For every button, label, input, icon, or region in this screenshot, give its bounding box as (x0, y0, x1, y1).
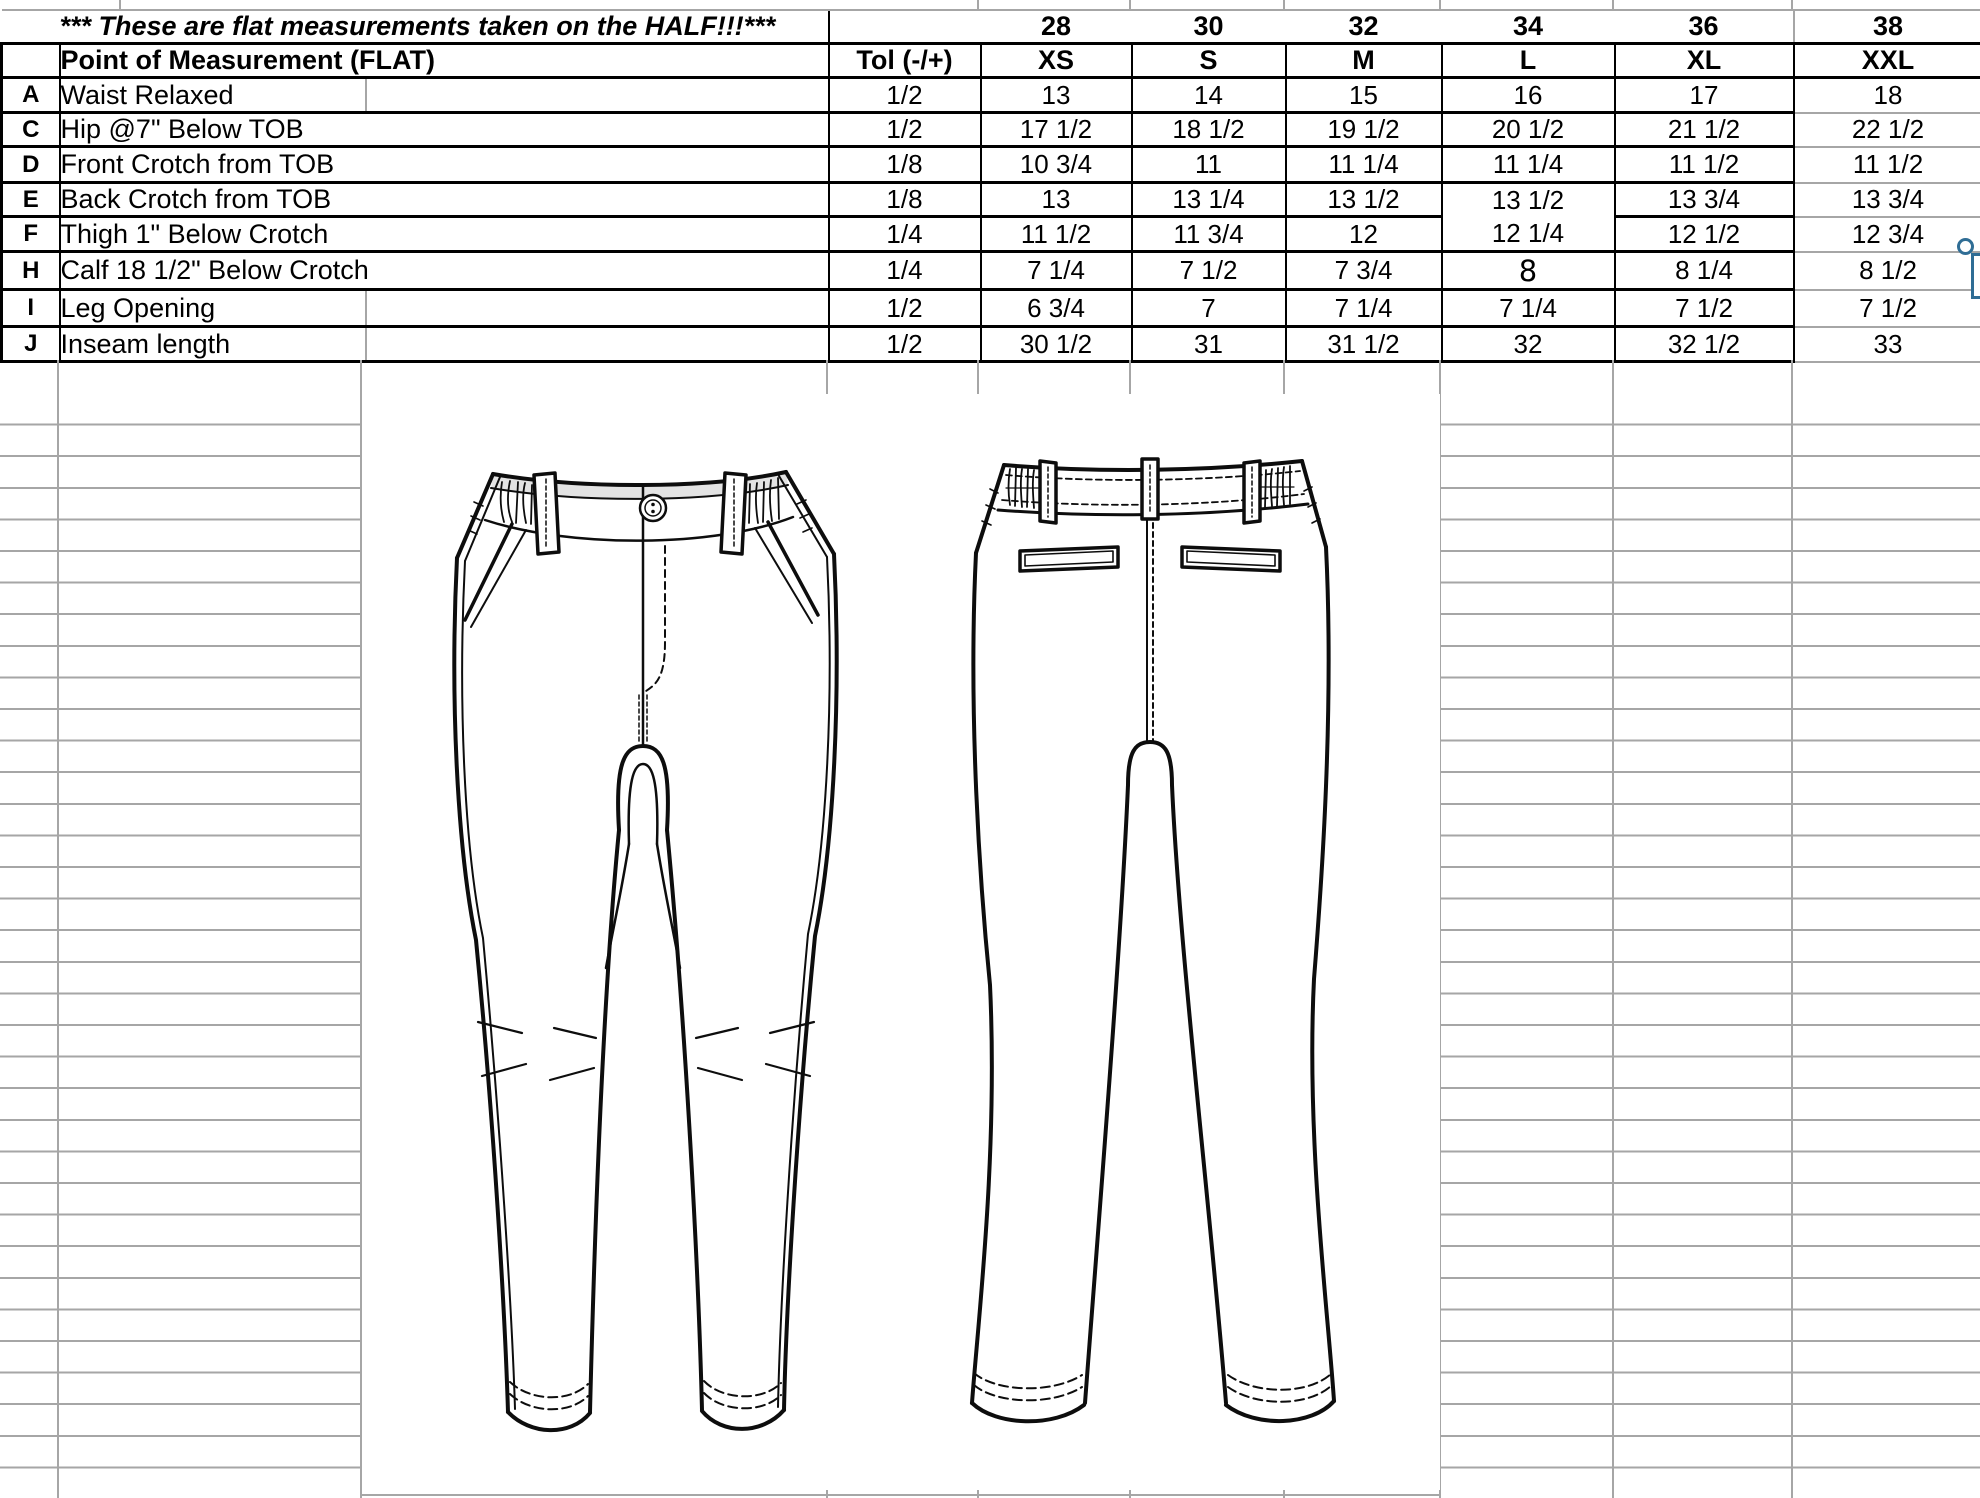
gridline-tick (826, 1490, 828, 1498)
partial-top-row (2, 0, 1980, 10)
empty-cells-region-left[interactable] (0, 394, 362, 1498)
pom-label[interactable]: Waist Relaxed (60, 78, 829, 113)
column-gridline (1612, 394, 1614, 1498)
crotch-gusset-outer (618, 746, 668, 830)
size-value[interactable]: 7 1/4 (1286, 290, 1442, 327)
size-value[interactable]: 11 (1132, 147, 1286, 183)
pom-label[interactable]: Thigh 1" Below Crotch (60, 217, 829, 252)
tol-value[interactable]: 1/4 (829, 217, 981, 252)
size-value[interactable]: 13 3/4 (1794, 183, 1980, 217)
bottom-gridline (362, 1494, 1440, 1496)
row-letter[interactable]: J (2, 327, 60, 362)
pom-header[interactable]: Point of Measurement (FLAT) (60, 44, 829, 78)
size-value[interactable]: 10 3/4 (981, 147, 1132, 183)
outseam-left (972, 553, 992, 1403)
inseam-left (1085, 785, 1128, 1403)
hem-right-stitch (704, 1381, 781, 1408)
pocket-right-opening (768, 522, 818, 615)
note-banner[interactable]: *** These are flat measurements taken on the HALF!!!*** (60, 10, 829, 44)
size-value[interactable]: 8 1/4 (1615, 252, 1794, 290)
size-value[interactable]: 7 1/4 (1442, 290, 1615, 327)
outseam-right-stitch (778, 557, 830, 1407)
inseam-right (667, 830, 702, 1410)
size-value[interactable]: 16 (1442, 78, 1615, 113)
tol-value[interactable]: 1/8 (829, 183, 981, 217)
size-value[interactable]: 32 (1442, 327, 1615, 362)
size-value[interactable]: 11 1/2 (981, 217, 1132, 252)
row-letter[interactable]: F (2, 217, 60, 252)
size-value[interactable]: 15 (1286, 78, 1442, 113)
tol-value[interactable]: 1/4 (829, 252, 981, 290)
gridline-tick (977, 360, 979, 394)
size-number-header[interactable]: 36 (1615, 10, 1794, 44)
size-value[interactable]: 7 1/2 (1794, 290, 1980, 327)
gridline-tick (1283, 0, 1285, 10)
size-value[interactable]: 7 1/2 (1615, 290, 1794, 327)
size-letter-header[interactable]: M (1286, 44, 1442, 78)
size-number-header[interactable]: 30 (1132, 10, 1286, 44)
gridline-tick (977, 0, 979, 10)
pom-label[interactable]: Back Crotch from TOB (60, 183, 829, 217)
tol-value[interactable]: 1/8 (829, 147, 981, 183)
tol-value[interactable]: 1/2 (829, 78, 981, 113)
size-value[interactable]: 14 (1132, 78, 1286, 113)
tol-value[interactable]: 1/2 (829, 327, 981, 362)
pom-label[interactable]: Leg Opening (60, 290, 829, 327)
button-icon (640, 495, 666, 521)
outseam-right (1312, 547, 1334, 1401)
welt-pocket-left (1020, 547, 1118, 571)
size-value[interactable]: 7 1/4 (981, 252, 1132, 290)
size-value[interactable]: 19 1/2 (1286, 113, 1442, 147)
partial-top-cell[interactable] (2, 0, 1980, 10)
row-letter[interactable]: D (2, 147, 60, 183)
size-value[interactable]: 33 (1794, 327, 1980, 362)
row-letter[interactable]: I (2, 290, 60, 327)
crotch-dome (1128, 742, 1172, 785)
size-value[interactable]: 8 1/2 (1794, 252, 1980, 290)
size-value[interactable]: 13 3/4 (1615, 183, 1794, 217)
pom-label[interactable]: Hip @7" Below TOB (60, 113, 829, 147)
size-value[interactable]: 11 1/2 (1794, 147, 1980, 183)
table-row (2, 183, 1980, 217)
size-value[interactable]: 13 (981, 78, 1132, 113)
tol-value[interactable]: 1/2 (829, 113, 981, 147)
pocket-right-stitch (755, 528, 812, 623)
pom-label[interactable]: Front Crotch from TOB (60, 147, 829, 183)
size-value[interactable]: 11 1/4 (1286, 147, 1442, 183)
size-value[interactable]: 13 1/2 (1286, 183, 1442, 217)
hem-right (702, 1410, 784, 1429)
size-number-header[interactable]: 34 (1442, 10, 1615, 44)
cursor-handle-bar-icon[interactable] (1971, 253, 1980, 299)
size-value[interactable]: 18 (1794, 78, 1980, 113)
hem-left-stitch (974, 1373, 1082, 1400)
flat-sketch-panel (362, 394, 1440, 1490)
size-value[interactable]: 7 3/4 (1286, 252, 1442, 290)
gridline-tick (1283, 1490, 1285, 1498)
spec-table (0, 0, 1980, 363)
size-value[interactable]: 13 1/2 (1442, 183, 1615, 217)
elastic-shirring-right (1262, 466, 1294, 507)
size-letter-header[interactable]: S (1132, 44, 1286, 78)
size-value[interactable]: 30 1/2 (981, 327, 1132, 362)
inseam-right (1172, 785, 1226, 1403)
size-value[interactable]: 17 1/2 (981, 113, 1132, 147)
outseam-left-stitch (462, 561, 515, 1409)
elastic-shirring-left (1006, 468, 1038, 508)
size-number-header[interactable]: 28 (981, 10, 1132, 44)
gridline-tick (1791, 0, 1793, 10)
pom-label[interactable]: Inseam length (60, 327, 829, 362)
size-value[interactable]: 12 (1286, 217, 1442, 252)
empty-cell[interactable] (2, 44, 60, 78)
size-value[interactable]: 13 1/4 (1132, 183, 1286, 217)
size-value[interactable]: 12 3/4 (1794, 217, 1980, 252)
table-row (2, 147, 1980, 183)
size-value[interactable]: 22 1/2 (1794, 113, 1980, 147)
size-value[interactable]: 20 1/2 (1442, 113, 1615, 147)
size-letter-header[interactable]: XL (1615, 44, 1794, 78)
size-value[interactable]: 31 (1132, 327, 1286, 362)
size-value[interactable]: 11 1/2 (1615, 147, 1794, 183)
table-row (2, 78, 1980, 113)
tol-value[interactable]: 1/2 (829, 290, 981, 327)
table-row (2, 217, 1980, 252)
empty-cell[interactable] (2, 10, 60, 44)
pants-front-flat-sketch (450, 462, 840, 1447)
crotch-gusset-inner (629, 764, 658, 844)
row-letter[interactable]: A (2, 78, 60, 113)
side-panel-left-inner (465, 477, 500, 561)
size-value[interactable]: 21 1/2 (1615, 113, 1794, 147)
size-value[interactable]: 32 1/2 (1615, 327, 1794, 362)
size-number-row (2, 10, 1980, 44)
side-panel-left (457, 474, 493, 558)
gridline-tick (977, 1490, 979, 1498)
empty-sheet-row[interactable] (0, 360, 1980, 396)
size-value[interactable]: 17 (1615, 78, 1794, 113)
empty-cells-region-right[interactable] (1440, 394, 1980, 1498)
row-letter[interactable]: H (2, 252, 60, 290)
pants-back-flat-sketch (950, 455, 1350, 1440)
size-value[interactable]: 31 1/2 (1286, 327, 1442, 362)
size-letter-header[interactable]: XXL (1794, 44, 1980, 78)
column-header-row (2, 44, 1980, 78)
size-letter-header[interactable]: L (1442, 44, 1615, 78)
size-value[interactable]: 18 1/2 (1132, 113, 1286, 147)
gridline-tick (1129, 360, 1131, 394)
gridline-tick (1612, 360, 1614, 394)
row-letter[interactable]: C (2, 113, 60, 147)
hem-left (972, 1403, 1084, 1421)
size-value[interactable]: 11 3/4 (1132, 217, 1286, 252)
size-value[interactable]: 12 1/4 (1442, 217, 1615, 252)
column-gridline (1791, 394, 1793, 1498)
gridline-tick (1129, 1490, 1131, 1498)
table-row (2, 113, 1980, 147)
gridline-tick (119, 0, 121, 10)
table-row (2, 327, 1980, 362)
gridline-tick (826, 360, 828, 394)
pocket-left-opening (465, 524, 512, 620)
side-panel-right (786, 472, 834, 554)
gridline-tick (1129, 0, 1131, 10)
gridline-tick (1283, 360, 1285, 394)
hem-right-stitch (1228, 1373, 1332, 1402)
fly-j-stitch (646, 546, 665, 691)
pom-label[interactable]: Calf 18 1/2" Below Crotch (60, 252, 829, 290)
size-value[interactable]: 6 3/4 (981, 290, 1132, 327)
gridline-tick (1791, 360, 1793, 394)
size-letter-header[interactable]: XS (981, 44, 1132, 78)
size-value[interactable]: 13 (981, 183, 1132, 217)
hem-right (1226, 1401, 1334, 1421)
gridline-tick (1612, 0, 1614, 10)
empty-cell[interactable] (829, 10, 981, 44)
row-letter[interactable]: E (2, 183, 60, 217)
size-value[interactable]: 11 1/4 (1442, 147, 1615, 183)
tol-header[interactable]: Tol (-/+) (829, 44, 981, 78)
size-value[interactable]: 7 (1132, 290, 1286, 327)
size-value[interactable]: 8 (1442, 252, 1615, 290)
hem-left-stitch (510, 1382, 588, 1409)
size-number-header[interactable]: 32 (1286, 10, 1442, 44)
size-value[interactable]: 7 1/2 (1132, 252, 1286, 290)
table-row (2, 252, 1980, 290)
gridline-tick (360, 360, 362, 394)
pocket-left-stitch (471, 530, 526, 627)
knee-crease-marks (478, 1022, 814, 1080)
column-gridline (57, 394, 59, 1498)
size-value[interactable]: 12 1/2 (1615, 217, 1794, 252)
size-number-header[interactable]: 38 (1794, 10, 1980, 44)
welt-pocket-right (1182, 547, 1280, 571)
table-row (2, 290, 1980, 327)
gridline-tick (57, 360, 59, 394)
gridline-tick (1439, 0, 1441, 10)
hem-left (508, 1412, 590, 1430)
gridline-tick (1439, 360, 1441, 394)
